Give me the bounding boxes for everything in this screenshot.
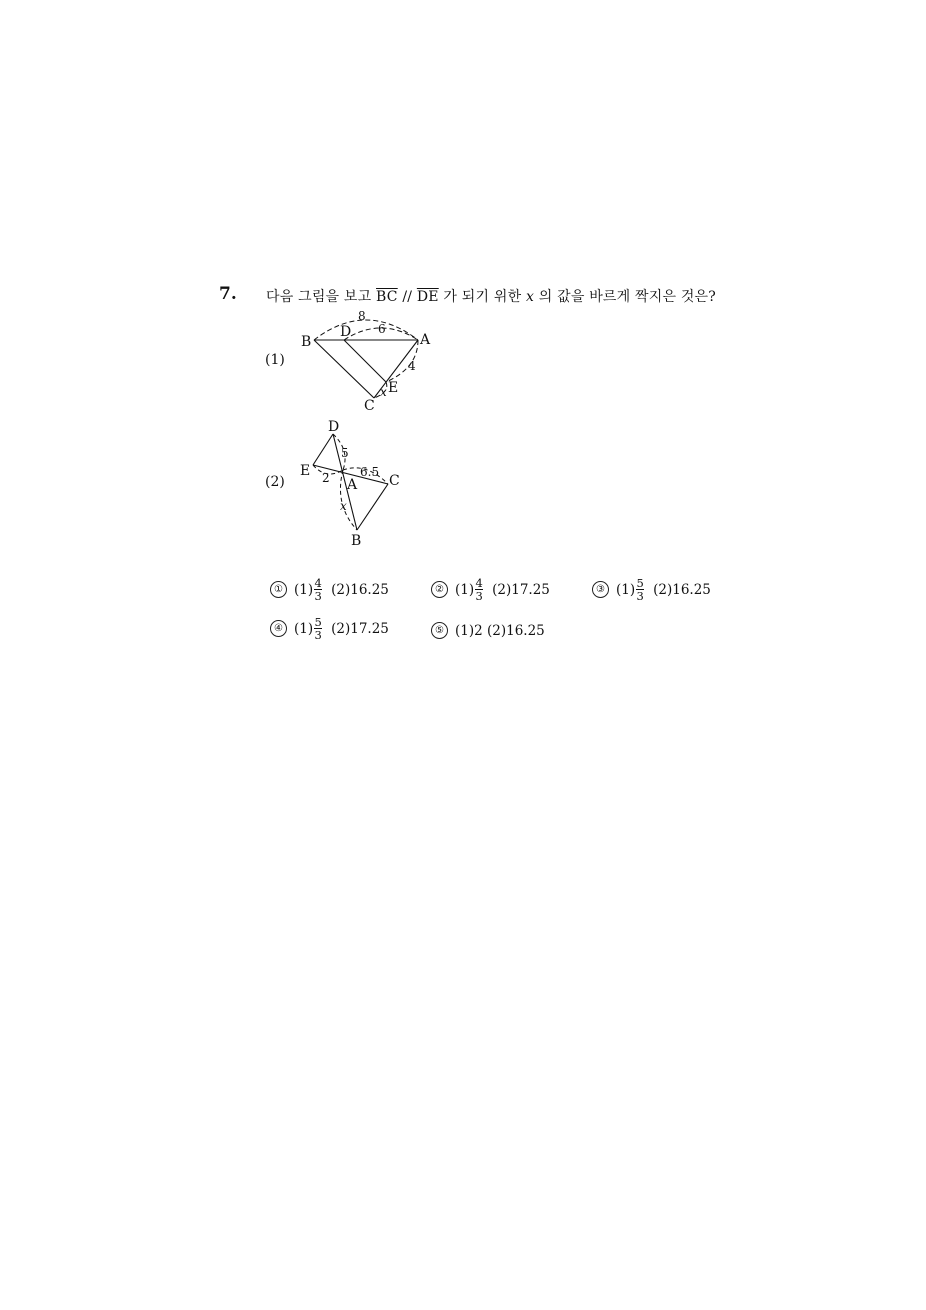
length-label-6: 6: [378, 322, 386, 336]
choice-part1: (1): [616, 581, 636, 598]
choice-part1: (1): [455, 581, 475, 598]
point-label-d: D: [340, 324, 352, 340]
question-prefix: 다음 그림을 보고: [266, 289, 372, 305]
choice-marker: ⑤: [431, 622, 448, 639]
fraction: [636, 577, 644, 602]
choice-marker: ③: [592, 581, 609, 598]
length-label-2: 2: [322, 471, 330, 485]
numerator: 5: [314, 615, 322, 629]
point-label-c: C: [364, 398, 375, 414]
point-label-b: B: [301, 334, 312, 350]
choice-3[interactable]: [592, 577, 711, 602]
numerator: 5: [636, 576, 644, 590]
point-label-e: E: [300, 463, 311, 479]
point-label-d: D: [328, 419, 340, 435]
choice-part2: (2)16.25: [331, 581, 389, 598]
choice-1[interactable]: [270, 577, 389, 602]
length-label-6-5: 6.5: [360, 465, 380, 479]
length-label-8: 8: [358, 309, 366, 323]
point-label-e: E: [388, 380, 399, 396]
segment-cb: [357, 484, 388, 530]
variable-x: x: [525, 289, 535, 305]
point-label-a: A: [347, 477, 358, 493]
segment-bc: $\overline{BC}$: [376, 289, 398, 305]
fraction: [475, 577, 483, 602]
parallel-symbol: //: [402, 289, 413, 305]
choice-part1: (1): [294, 620, 314, 637]
choice-part2: (2)17.25: [492, 581, 550, 598]
denominator: 3: [475, 589, 483, 603]
fraction: [314, 616, 322, 641]
choice-part1: (1): [294, 581, 314, 598]
choice-text: (1)2 (2)16.25: [455, 622, 545, 639]
question-middle: 가 되기 위한: [443, 289, 522, 305]
length-label-x: x: [380, 385, 387, 399]
length-label-4: 4: [408, 359, 416, 373]
choice-2[interactable]: [431, 577, 550, 602]
choice-marker: ①: [270, 581, 287, 598]
numerator: 4: [314, 576, 322, 590]
choice-marker: ④: [270, 620, 287, 637]
point-label-c: C: [389, 473, 400, 489]
segment-de: $\overline{DE}$: [416, 289, 439, 305]
denominator: 3: [314, 628, 322, 642]
length-label-5: 5: [341, 446, 349, 460]
choice-marker: ②: [431, 581, 448, 598]
numerator: 4: [475, 576, 483, 590]
question-suffix: 의 값을 바르게 짝지은 것은?: [538, 289, 716, 305]
choice-part2: (2)17.25: [331, 620, 389, 637]
segment-ed: [313, 434, 333, 465]
denominator: 3: [314, 589, 322, 603]
denominator: 3: [636, 589, 644, 603]
question-number: 7.: [219, 284, 237, 304]
figure-1-label: (1): [265, 352, 285, 368]
choice-part2: (2)16.25: [653, 581, 711, 598]
point-label-b: B: [351, 533, 362, 549]
point-label-a: A: [420, 332, 431, 348]
fraction: [314, 577, 322, 602]
length-label-x: x: [340, 499, 347, 513]
figure-2-label: (2): [265, 474, 285, 490]
choice-4[interactable]: [270, 616, 389, 641]
choice-5[interactable]: [431, 622, 545, 639]
